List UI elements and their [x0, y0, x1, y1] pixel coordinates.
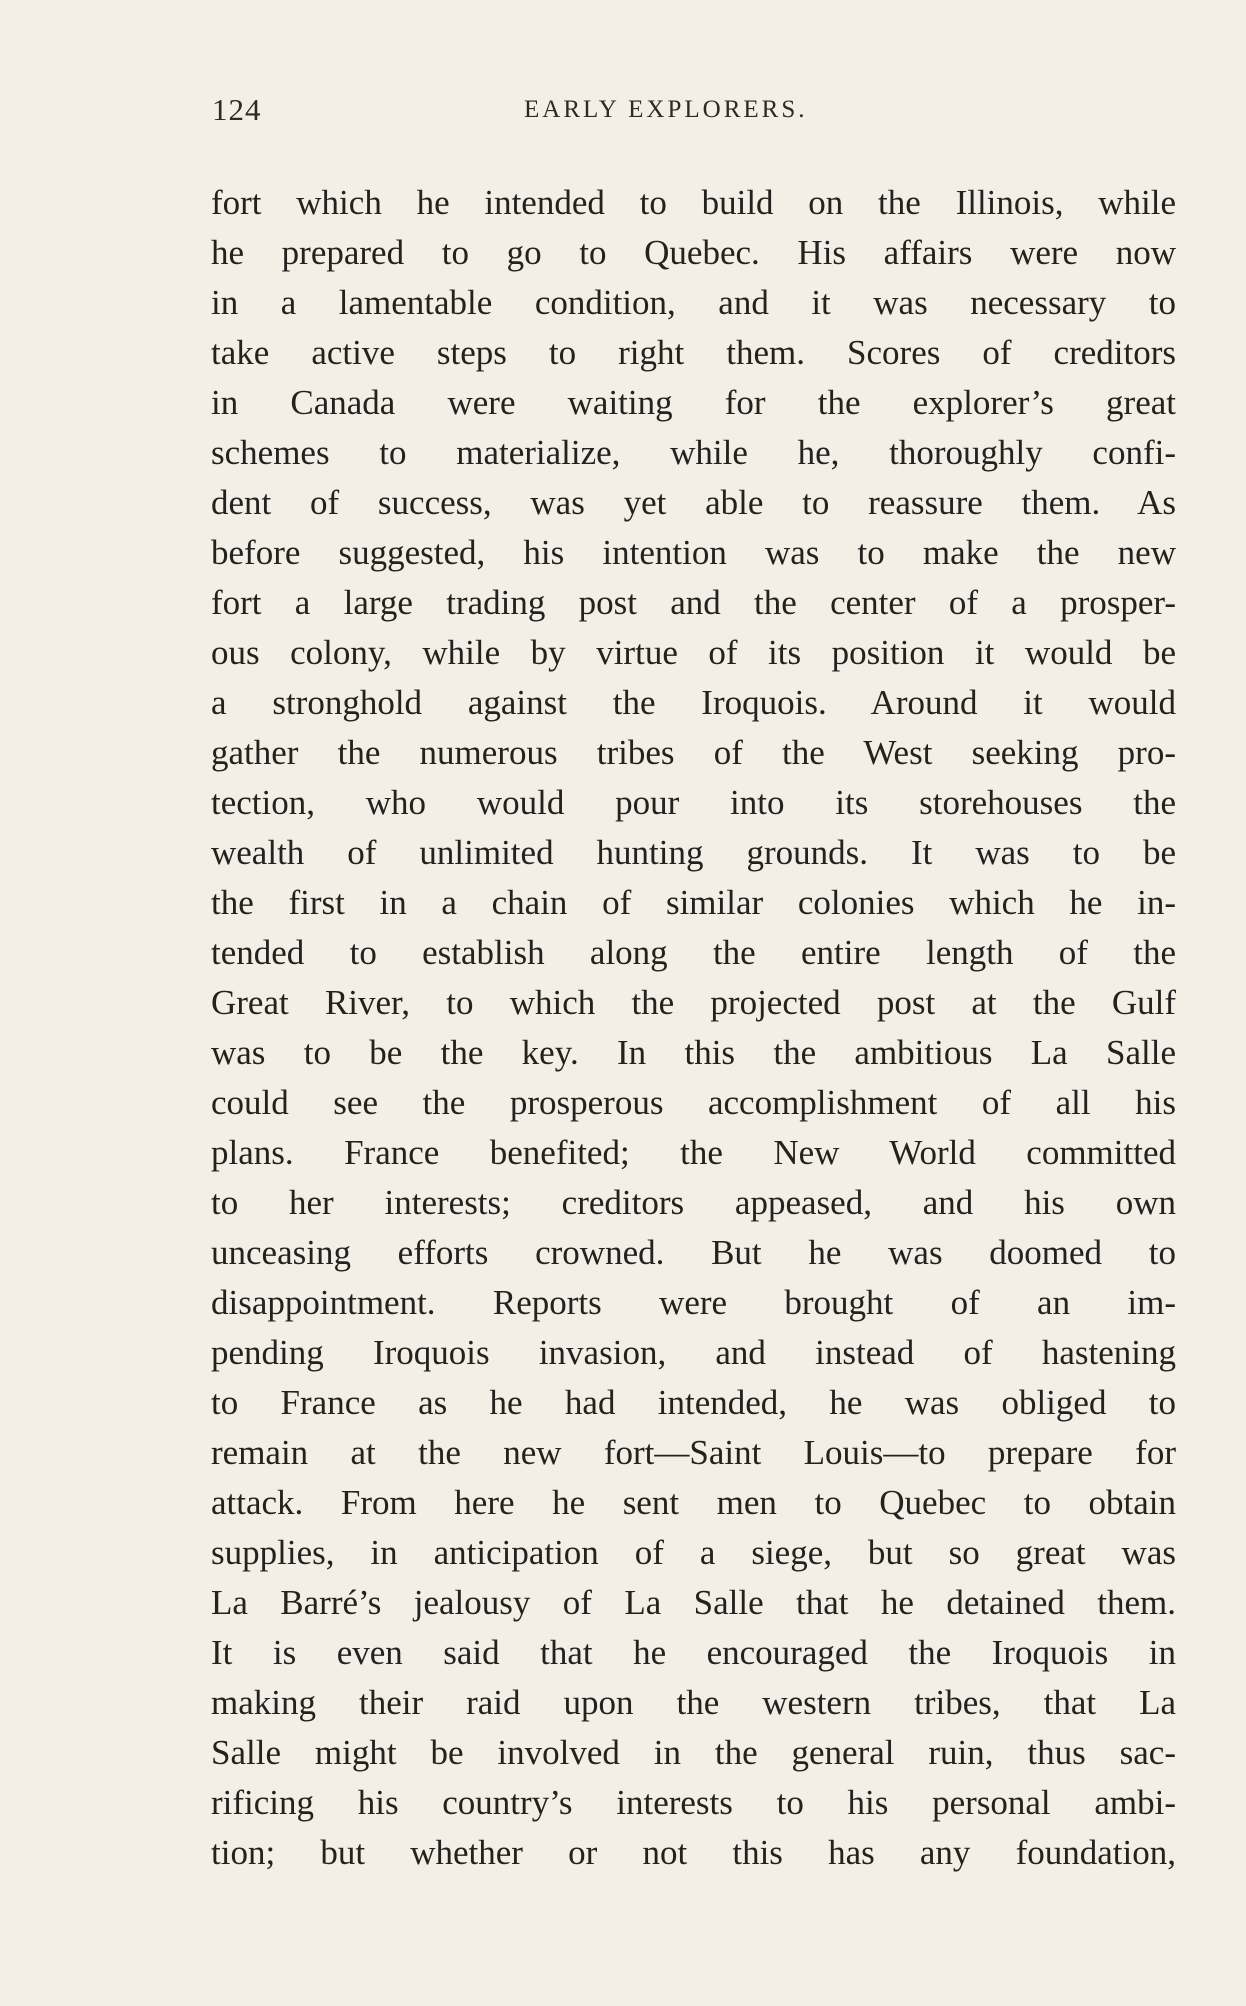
- text-line: could see the prosperous accomplishment of all his: [211, 1083, 1176, 1122]
- text-line: disappointment. Reports were brought of an im-: [211, 1283, 1176, 1322]
- text-line: Great River, to which the projected post at the Gulf: [211, 983, 1176, 1022]
- text-line: before suggested, his intention was to make the new: [211, 533, 1176, 572]
- text-line: to France as he had intended, he was obliged to: [211, 1383, 1176, 1422]
- text-line: rificing his country’s interests to his personal ambi-: [211, 1783, 1176, 1822]
- text-line: It is even said that he encouraged the Iroquois in: [211, 1633, 1176, 1672]
- text-line: to her interests; creditors appeased, and his own: [211, 1183, 1176, 1222]
- text-line: making their raid upon the western tribes, that La: [211, 1683, 1176, 1722]
- page-number: 124: [212, 92, 262, 127]
- text-line: ous colony, while by virtue of its position it would be: [211, 633, 1176, 672]
- text-line: Salle might be involved in the general ruin, thus sac-: [211, 1733, 1176, 1772]
- text-line: fort which he intended to build on the Illinois, while: [211, 183, 1176, 222]
- text-line: unceasing efforts crowned. But he was doomed to: [211, 1233, 1176, 1272]
- text-line: schemes to materialize, while he, thoroughly confi-: [211, 433, 1176, 472]
- text-line: in a lamentable condition, and it was necessary to: [211, 283, 1176, 322]
- text-line: La Barré’s jealousy of La Salle that he detained them.: [211, 1583, 1176, 1622]
- text-line: in Canada were waiting for the explorer’s great: [211, 383, 1176, 422]
- text-line: a stronghold against the Iroquois. Around it would: [211, 683, 1176, 722]
- text-line: attack. From here he sent men to Quebec to obtain: [211, 1483, 1176, 1522]
- text-line: dent of success, was yet able to reassure them. As: [211, 483, 1176, 522]
- text-line: was to be the key. In this the ambitious La Salle: [211, 1033, 1176, 1072]
- text-line: supplies, in anticipation of a siege, but so great was: [211, 1533, 1176, 1572]
- text-line: tended to establish along the entire length of the: [211, 933, 1176, 972]
- text-line: he prepared to go to Quebec. His affairs were now: [211, 233, 1176, 272]
- text-line: plans. France benefited; the New World committed: [211, 1133, 1176, 1172]
- text-line: pending Iroquois invasion, and instead of hastening: [211, 1333, 1176, 1372]
- text-line: wealth of unlimited hunting grounds. It was to be: [211, 833, 1176, 872]
- text-line: the first in a chain of similar colonies which he in-: [211, 883, 1176, 922]
- text-line: remain at the new fort—Saint Louis—to prepare for: [211, 1433, 1176, 1472]
- running-title: EARLY EXPLORERS.: [524, 96, 808, 123]
- text-line: gather the numerous tribes of the West seeking pro-: [211, 733, 1176, 772]
- text-line: tion; but whether or not this has any foundation,: [211, 1833, 1176, 1872]
- body-text: [211, 178, 1176, 1878]
- text-line: take active steps to right them. Scores of creditors: [211, 333, 1176, 372]
- text-line: fort a large trading post and the center of a prosper-: [211, 583, 1176, 622]
- text-line: tection, who would pour into its storehouses the: [211, 783, 1176, 822]
- running-head: [212, 92, 1176, 132]
